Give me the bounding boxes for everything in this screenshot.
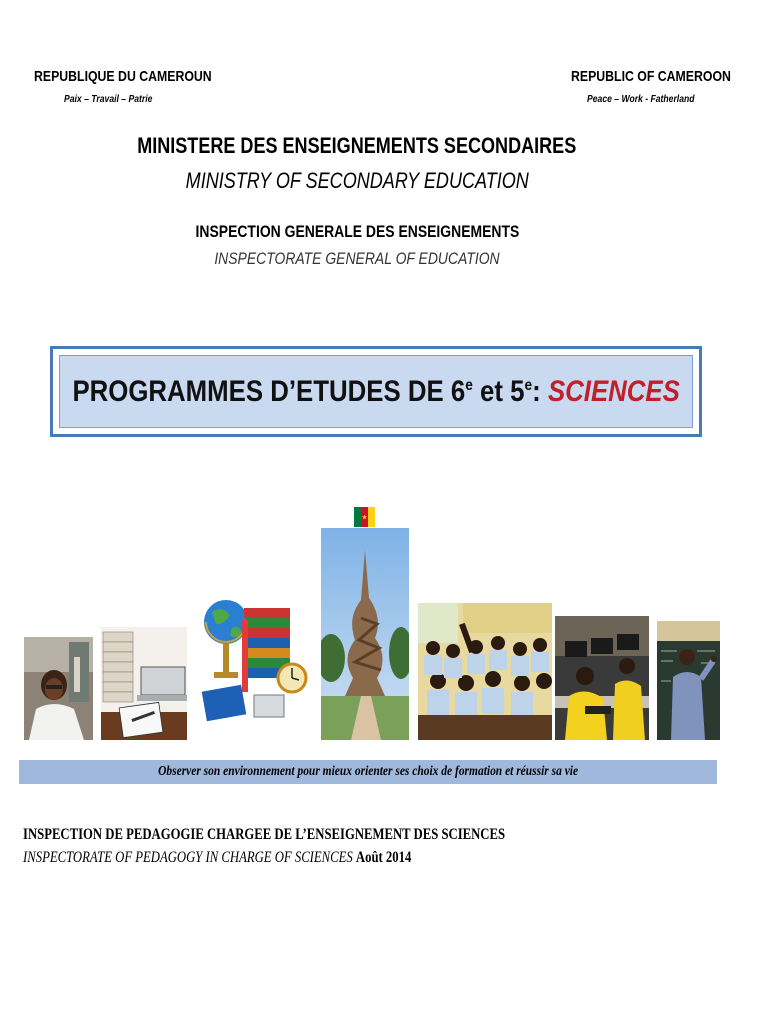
scientist-photo [24,637,93,740]
teacher-blackboard-photo [657,621,720,740]
computer-lab-photo [555,616,649,740]
slogan-text: Observer son environnement pour mieux orienter ses choix de formation et réussir sa vie [158,764,578,779]
republic-fr-title: REPUBLIQUE DU CAMEROUN [34,68,212,85]
ministry-fr: MINISTERE DES ENSEIGNEMENTS SECONDAIRES [137,133,577,158]
ministry-en: MINISTRY OF SECONDARY EDUCATION [185,168,529,193]
reunification-monument-photo [321,528,409,740]
cameroon-flag-icon [354,507,375,527]
inspection-en: INSPECTORATE GENERAL OF EDUCATION [214,249,500,268]
subject-label: SCIENCES [547,374,680,408]
footer-date: Août 2014 [355,849,412,866]
classroom-photo [418,603,552,740]
republic-en-title: REPUBLIC OF CAMEROON [571,68,731,85]
footer-inspection-en: INSPECTORATE OF PEDAGOGY IN CHARGE OF SCIENCES Août 2014 [23,849,412,866]
globe-books-clock-photo [194,580,310,740]
footer-inspection-fr: INSPECTION DE PEDAGOGIE CHARGEE DE L’ENSEIGNEMENT DES SCIENCES [23,826,506,843]
inspection-fr: INSPECTION GENERALE DES ENSEIGNEMENTS [195,222,519,241]
republic-fr-motto: Paix – Travail – Patrie [64,93,153,105]
document-title: PROGRAMMES D’ETUDES DE 6e et 5e: SCIENCES [72,374,680,408]
books-laptop-photo [101,627,187,740]
title-banner [50,346,702,437]
slogan-bar [19,760,717,784]
republic-en-motto: Peace – Work - Fatherland [587,93,695,105]
title-banner-inner [59,355,693,428]
